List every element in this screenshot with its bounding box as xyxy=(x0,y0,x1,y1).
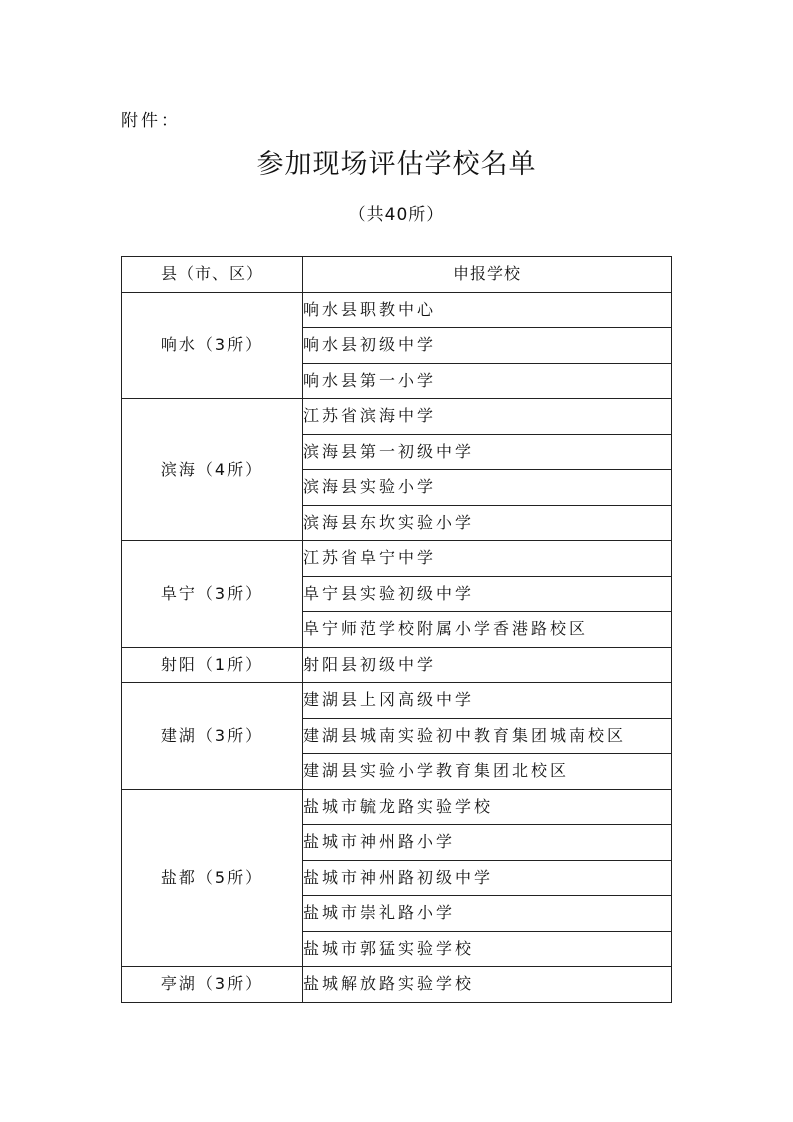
county-cell: 射阳（1所） xyxy=(122,647,303,683)
attachment-label: 附件： xyxy=(121,111,181,131)
school-cell: 滨海县东坎实验小学 xyxy=(303,505,672,541)
county-cell: 建湖（3所） xyxy=(122,683,303,790)
school-cell: 盐城市郭猛实验学校 xyxy=(303,931,672,967)
county-cell: 响水（3所） xyxy=(122,292,303,399)
school-cell: 射阳县初级中学 xyxy=(303,647,672,683)
school-cell: 建湖县实验小学教育集团北校区 xyxy=(303,754,672,790)
school-cell: 滨海县实验小学 xyxy=(303,470,672,506)
school-cell: 盐城市崇礼路小学 xyxy=(303,896,672,932)
county-cell: 阜宁（3所） xyxy=(122,541,303,648)
school-cell: 盐城市神州路初级中学 xyxy=(303,860,672,896)
table-row xyxy=(122,789,672,825)
county-cell: 滨海（4所） xyxy=(122,399,303,541)
table-row xyxy=(122,683,672,719)
table-row xyxy=(122,292,672,328)
county-cell: 盐都（5所） xyxy=(122,789,303,967)
table-row xyxy=(122,541,672,577)
table-row xyxy=(122,399,672,435)
school-cell: 江苏省滨海中学 xyxy=(303,399,672,435)
school-cell: 盐城市神州路小学 xyxy=(303,825,672,861)
header-school: 申报学校 xyxy=(303,257,672,293)
document-title: 参加现场评估学校名单 xyxy=(256,149,537,180)
table-row xyxy=(122,647,672,683)
school-cell: 江苏省阜宁中学 xyxy=(303,541,672,577)
table-row xyxy=(122,967,672,1003)
school-list-table xyxy=(121,256,672,1003)
header-county: 县（市、区） xyxy=(122,257,303,293)
county-cell: 亭湖（3所） xyxy=(122,967,303,1003)
school-cell: 响水县第一小学 xyxy=(303,363,672,399)
school-cell: 滨海县第一初级中学 xyxy=(303,434,672,470)
table-header-row xyxy=(122,257,672,293)
school-cell: 响水县初级中学 xyxy=(303,328,672,364)
school-cell: 建湖县城南实验初中教育集团城南校区 xyxy=(303,718,672,754)
school-cell: 盐城市毓龙路实验学校 xyxy=(303,789,672,825)
school-cell: 阜宁师范学校附属小学香港路校区 xyxy=(303,612,672,648)
document-subtitle: （共40所） xyxy=(348,205,445,225)
school-cell: 盐城解放路实验学校 xyxy=(303,967,672,1003)
school-cell: 建湖县上冈高级中学 xyxy=(303,683,672,719)
school-cell: 阜宁县实验初级中学 xyxy=(303,576,672,612)
school-cell: 响水县职教中心 xyxy=(303,292,672,328)
